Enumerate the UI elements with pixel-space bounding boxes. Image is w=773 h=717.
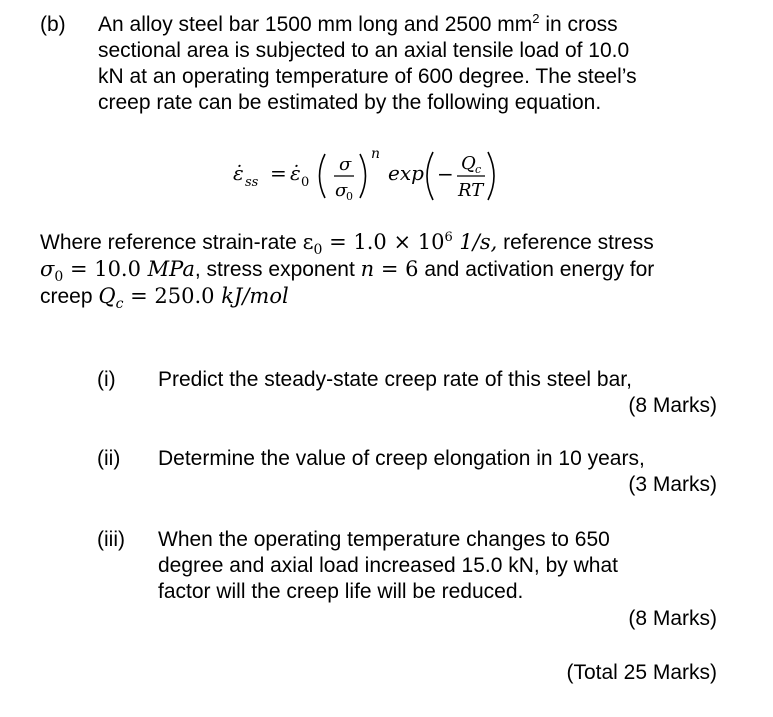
- eq-qc: Q: [461, 153, 476, 174]
- item-iii-label: (iii): [97, 528, 125, 551]
- item-i-line-1: Predict the steady-state creep rate of this steel bar,: [158, 368, 632, 391]
- item-i-marks: (8 Marks): [628, 394, 717, 417]
- item-ii-marks: (3 Marks): [628, 473, 717, 496]
- eq-paren-left-1: [320, 154, 326, 198]
- item-ii-label: (ii): [97, 447, 121, 470]
- where-qc-value: = 250.0: [123, 284, 222, 308]
- eq-rt: RT: [458, 180, 484, 201]
- creep-rate-equation: [0, 140, 773, 210]
- eq-lhs-symbol: ε̇: [233, 161, 244, 185]
- eq-paren-left-2: [427, 152, 433, 200]
- intro-line-1: [98, 12, 618, 38]
- eq-paren-right-2: [488, 152, 494, 200]
- where-eps0-exponent: 6: [444, 230, 453, 245]
- eq-power-n: n: [371, 146, 381, 162]
- where-qc-unit: kJ/mol: [221, 284, 289, 308]
- where-eps0-unit: 1/s,: [452, 230, 498, 254]
- eq-minus: −: [437, 162, 454, 186]
- item-iii-line-1: When the operating temperature changes to 650: [158, 528, 610, 551]
- total-marks: (Total 25 Marks): [566, 661, 717, 684]
- where-qc: Q: [98, 284, 116, 308]
- eq-equals: =: [270, 161, 287, 185]
- eq-qc-subscript: c: [475, 163, 482, 176]
- where-line-1-tail: reference stress: [497, 231, 654, 254]
- eq-paren-right-1: [360, 154, 366, 198]
- intro-line-3: kN at an operating temperature of 600 degree. The steel’s: [98, 65, 637, 88]
- intro-line-4: creep rate can be estimated by the following equation.: [98, 91, 602, 114]
- where-line-2-text: , stress exponent: [194, 258, 361, 281]
- eq-frac-denominator: σ: [335, 180, 348, 201]
- area-exponent: 2: [532, 11, 540, 26]
- where-line-3-text: creep: [40, 285, 99, 308]
- where-sigma0-unit: MPa: [147, 257, 195, 281]
- intro-line-2: sectional area is subjected to an axial tensile load of 10.0: [98, 39, 630, 62]
- eq-exp: exp: [388, 161, 424, 185]
- where-eps0-sub: 0: [313, 242, 323, 259]
- eq-eps0-subscript: 0: [301, 175, 310, 190]
- item-i-label: (i): [97, 368, 116, 391]
- where-n: n: [360, 257, 375, 281]
- eq-frac-numerator: σ: [339, 154, 352, 175]
- where-eps0-value: = 1.0 × 10: [322, 230, 445, 254]
- where-sigma0: σ: [40, 257, 55, 281]
- item-iii-line-3: factor will the creep life will be reduced.: [158, 580, 524, 603]
- intro-line-1-text: An alloy steel bar 1500 mm long and 2500 mm: [98, 13, 533, 36]
- where-line-1-text: Where reference strain-rate: [40, 231, 303, 254]
- item-iii-line-2: degree and axial load increased 15.0 kN, by what: [158, 554, 618, 577]
- where-line-2: [40, 256, 655, 286]
- where-eps0: ε: [302, 230, 314, 254]
- where-line-3: [40, 283, 289, 313]
- eq-frac-denominator-subscript: 0: [346, 190, 353, 203]
- where-sigma0-sub: 0: [54, 269, 64, 286]
- where-sigma0-value: = 10.0: [63, 257, 148, 281]
- eq-lhs-subscript: ss: [245, 175, 259, 190]
- where-line-1: [40, 229, 654, 259]
- item-ii-line-1: Determine the value of creep elongation in 10 years,: [158, 447, 645, 470]
- eq-eps0-symbol: ε̇: [290, 161, 301, 185]
- part-label: (b): [40, 13, 66, 36]
- intro-line-1-tail: in cross: [539, 13, 618, 36]
- where-qc-sub: c: [115, 296, 124, 313]
- item-iii-marks: (8 Marks): [628, 607, 717, 630]
- where-n-value: = 6: [374, 257, 419, 281]
- where-line-2-tail: and activation energy for: [418, 258, 655, 281]
